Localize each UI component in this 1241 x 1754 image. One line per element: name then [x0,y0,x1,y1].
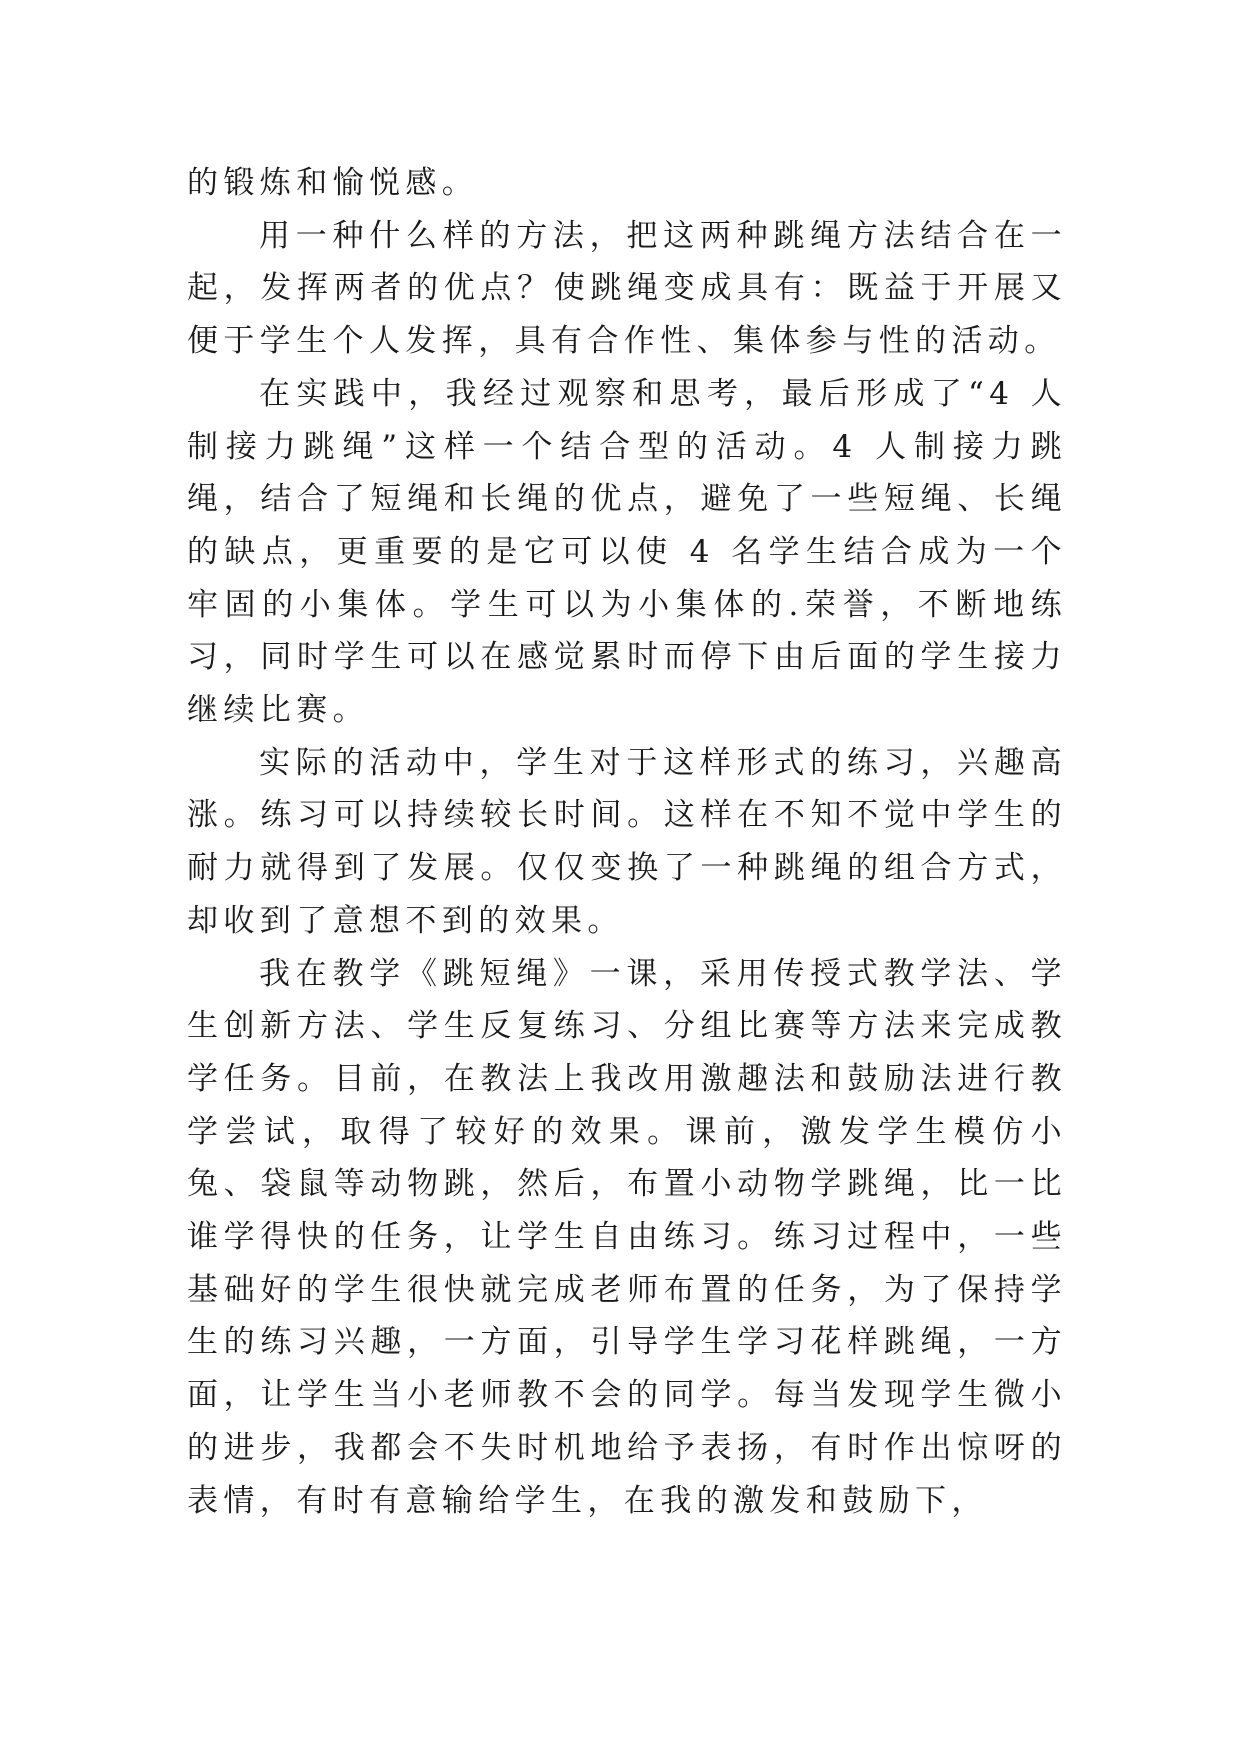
paragraph-3: 在实践中，我经过观察和思考，最后形成了“4 人制接力跳绳”这样一个结合型的活动。4 人制接力跳绳，结合了短绳和长绳的优点，避免了一些短绳、长绳的缺点，更重要的是它可以使 4 名学生结合成为一个牢固的小集体。学生可以为小集体的.荣誉，不断地练习，同时学生可以在感觉累时而停下由后面的学生接力继续比赛。 [187,375,1067,729]
paragraph-4: 实际的活动中，学生对于这样形式的练习，兴趣高涨。练习可以持续较长时间。这样在不知不觉中学生的耐力就得到了发展。仅仅变换了一种跳绳的组合方式，却收到了意想不到的效果。 [187,744,1067,939]
paragraph-5: 我在教学《跳短绳》一课，采用传授式教学法、学生创新方法、学生反复练习、分组比赛等方法来完成教学任务。目前，在教法上我改用激趣法和鼓励法进行教学尝试，取得了较好的效果。课前，激发学生模仿小兔、袋鼠等动物跳，然后，布置小动物学跳绳，比一比谁学得快的任务，让学生自由练习。练习过程中，一些基础好的学生很快就完成老师布置的任务，为了保持学生的练习兴趣，一方面，引导学生学习花样跳绳，一方面，让学生当小老师教不会的同学。每当发现学生微小的进步，我都会不失时机地给予表扬，有时作出惊呀的表情，有时有意输给学生，在我的激发和鼓励下， [187,955,1067,1519]
document-body [187,157,1067,1527]
paragraph-1: 的锻炼和愉悦感。 [187,165,479,201]
paragraph-2: 用一种什么样的方法，把这两种跳绳方法结合在一起，发挥两者的优点？使跳绳变成具有：既益于开展又便于学生个人发挥，具有合作性、集体参与性的活动。 [187,217,1067,360]
